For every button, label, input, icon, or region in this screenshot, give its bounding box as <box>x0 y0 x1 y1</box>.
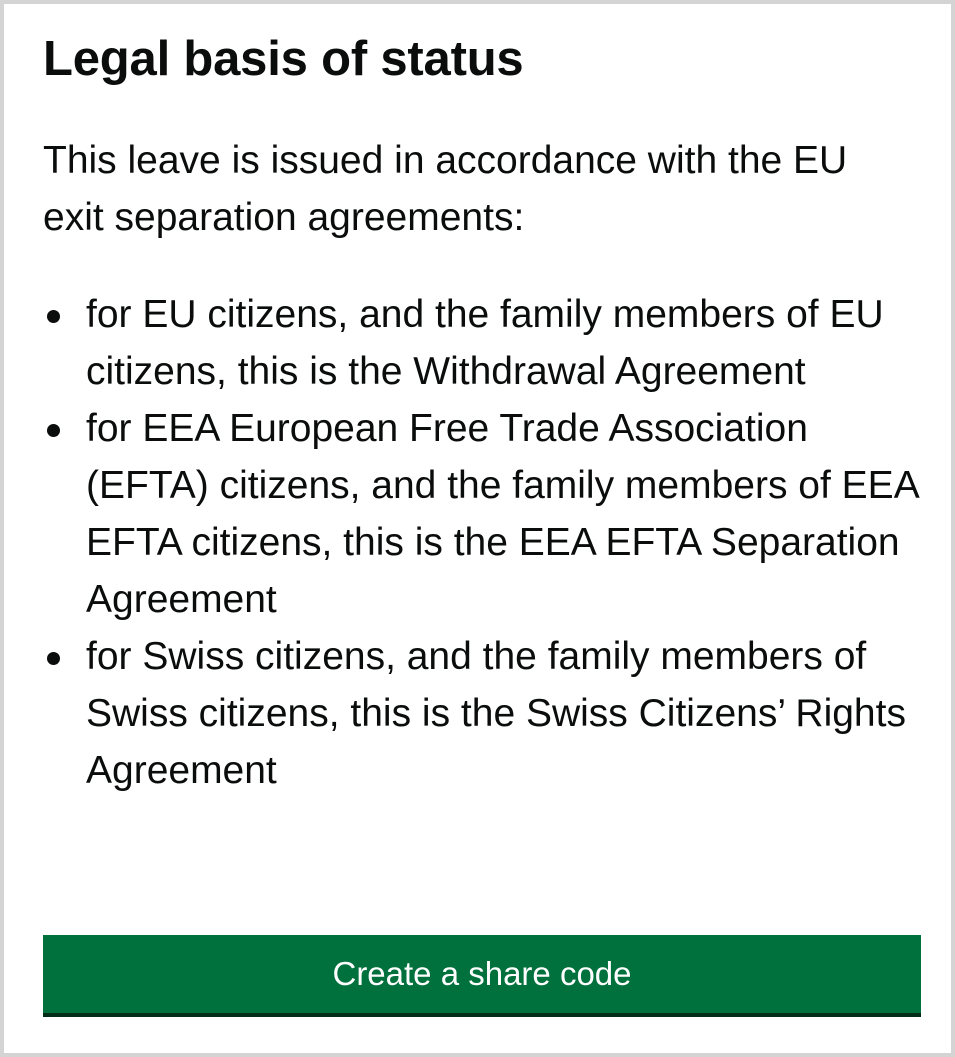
list-item-text: for Swiss citizens, and the family members of Swiss citizens, this is the Swiss Citizens’ Rights Agreement <box>86 635 906 792</box>
list-item-text: for EEA European Free Trade Association (EFTA) citizens, and the family members of EEA EFTA citizens, this is the EEA EFTA Separation Agreement <box>86 407 918 621</box>
section-title: Legal basis of status <box>43 32 524 86</box>
bullet-icon <box>47 652 60 665</box>
list-item-text: for EU citizens, and the family members of EU citizens, this is the Withdrawal Agreement <box>86 293 884 393</box>
bullet-icon <box>47 424 60 437</box>
list-item <box>43 286 916 400</box>
list-item <box>43 400 921 628</box>
agreements-list <box>43 286 923 799</box>
list-item <box>43 628 921 799</box>
legal-basis-section <box>43 28 923 799</box>
create-share-code-button[interactable]: Create a share code <box>43 935 921 1017</box>
bullet-icon <box>47 310 60 323</box>
section-intro: This leave is issued in accordance with the EU exit separation agreements: <box>43 139 848 239</box>
